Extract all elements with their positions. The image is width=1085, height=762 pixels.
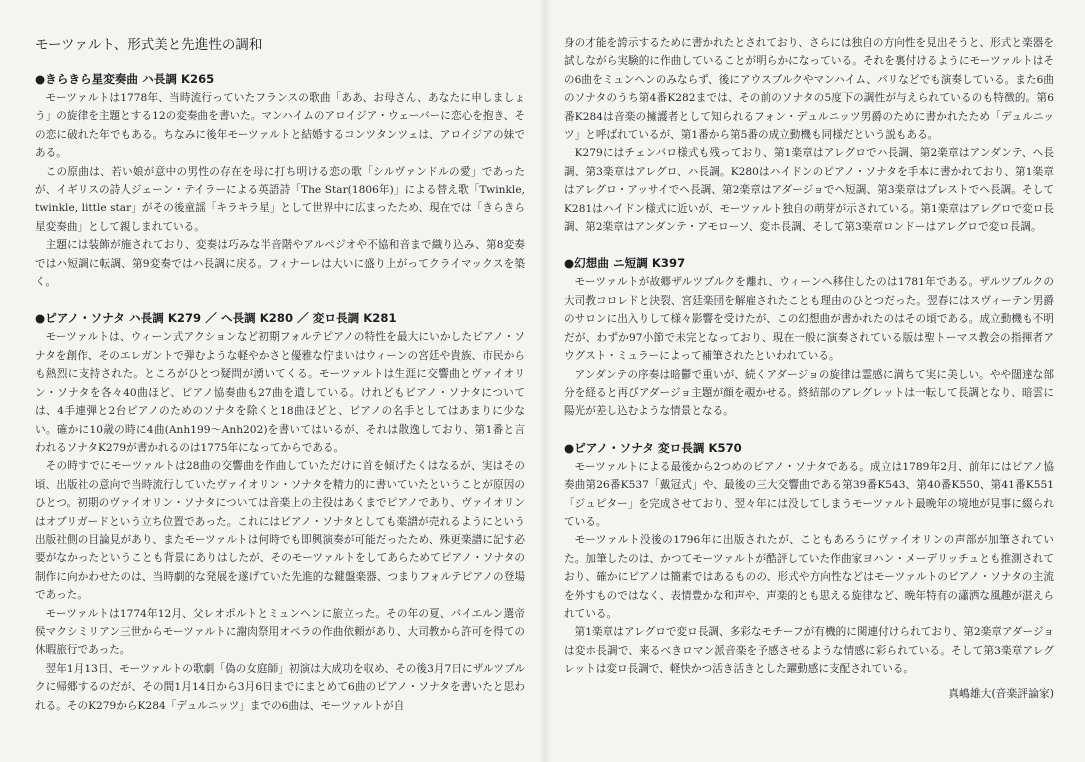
paragraph: 翌年1月13日、モーツァルトの歌劇「偽の女庭師」初演は大成功を収め、その後3月7日にザルツブルクに帰郷するのだが、その間1月14日から3月6日までにまとめて6曲のピアノ・ソナタを書いたと思われる。そのK279からK284「デュルニッツ」までの6曲は、モーツァルトが自 <box>35 662 525 712</box>
paragraph: 主題には装飾が施されており、変奏は巧みな半音階やアルペジオや不協和音まで織り込み、第8変奏ではハ短調に転調、第9変奏ではハ長調に戻る。フィナーレは大いに盛り上がってクライマックスを築く。 <box>35 239 525 289</box>
section-heading-k570: ●ピアノ・ソナタ 変ロ長調 K570 <box>564 440 742 455</box>
section-heading-k279-k280-k281: ●ピアノ・ソナタ ハ長調 K279 ／ ヘ長調 K280 ／ 変ロ長調 K281 <box>35 311 397 326</box>
page-gutter <box>538 0 552 762</box>
paragraph: K279にはチェンバロ様式も残っており、第1楽章はアレグロでハ長調、第2楽章はアンダンテ、ヘ長調、第3楽章はアレグロ、ハ長調。K280はハイドンのピアノ・ソナタを手本に書かれており、第1楽章はアレグロ・アッサイでヘ長調、第2楽章はアダージョでヘ短調、第3楽章はプレストでヘ長調。そしてK281はハイドン様式に近いが、モーツァルト独自の萌芽が示されている。第1楽章はアレグロで変ロ長調、第2楽章はアンダンテ・アモローソ、変ホ長調、そして第3楽章ロンドーはアレグロで変ロ長調。 <box>564 147 1054 234</box>
section-heading-k397: ●幻想曲 ニ短調 K397 <box>564 256 686 271</box>
paragraph-continued: 身の才能を誇示するために書かれたとされており、さらには独自の方向性を見出そうと、形式と楽器を試しながら実験的に作曲していることが明らかになっている。それを裏付けるようにモーツァルトはその6曲をミュンヘンのみならず、後にアウスブルクやマンハイム、パリなどでも演奏している。また6曲のソナタのうち第4番K282までは、その前のソナタの5度下の調性が与えられているのも特徴的。第6番K284は音楽の擁護者として知られるフォン・デュルニッツ男爵のために書かれたため「デュルニッツ」と呼ばれているが、第1番から第5番の成立動機も同様だという説もある。 <box>564 37 1054 142</box>
section-gap <box>564 236 1054 253</box>
section-gap <box>35 291 525 308</box>
paragraph: この原曲は、若い娘が意中の男性の存在を母に打ち明ける恋の歌「シルヴァンドルの愛」であったが、イギリスの詩人ジェーン・テイラーによる英語詩「The Star(1806年)」による替え歌「Twinkle, twinkle, little star」がその後童謡「キラキラ星」として世界中に広まったため、現在では「きらきら星変奏曲」として親しまれている。 <box>35 165 525 233</box>
paragraph: モーツァルトは1774年12月、父レオポルトとミュンヘンに旅立った。その年の夏、バイエルン選帝侯マクシミリアン三世からモーツァルトに謝肉祭用オペラの作曲依頼があり、大司教から許可を得ての休暇旅行であった。 <box>35 607 525 657</box>
paragraph: モーツァルトが故郷ザルツブルクを離れ、ウィーンへ移住したのは1781年である。ザルツブルクの大司教コロレドと決裂、宮廷楽団を解雇されたことも理由のひとつだった。翌春にはスヴィーテン男爵のサロンに出入りして様々影響を受けたが、この幻想曲が書かれたのはその頃である。成立動機も不明だが、わずか97小節で未完となっており、現在一般に演奏されている版は聖トーマス教会の指揮者アウグスト・ミュラーによって補筆されたといわれている。 <box>564 276 1054 363</box>
page-title: モーツァルト、形式美と先進性の調和 <box>35 37 263 53</box>
author-signature: 真嶋雄大(音楽評論家) <box>948 686 1054 700</box>
section-heading-k265: ●きらきら星変奏曲 ハ長調 K265 <box>35 72 215 86</box>
paragraph: モーツァルトによる最後から2つめのピアノ・ソナタである。成立は1789年2月、前年にはピアノ協奏曲第26番K537「戴冠式」や、最後の三大交響曲である第39番K543、第40番K550、第41番K551「ジュピター」を完成させており、翌々年には没してしまうモーツァルト最晩年の境地が見事に綴られている。 <box>564 460 1054 528</box>
left-column <box>35 34 525 715</box>
right-column <box>564 34 1054 704</box>
section-gap <box>564 421 1054 438</box>
paragraph: モーツァルトは1778年、当時流行っていたフランスの歌曲「ああ、お母さん、あなたに申しましょう」の旋律を主題とする12の変奏曲を書いた。マンハイムのアロイジア・ウェーバーに恋心を抱き、その恋に破れた年でもある。ちなみに後年モーツァルトと結婚するコンツタンツェは、アロイジアの妹である。 <box>35 92 525 160</box>
paragraph: モーツァルト没後の1796年に出版されたが、こともあろうにヴァイオリンの声部が加筆されていた。加筆したのは、かつてモーツァルトが酷評していた作曲家ヨハン・メーデリッチュとも推測されており、確かにピアノは簡素ではあるものの、形式や方向性などはモーツァルトのピアノ・ソナタの主流を外すものではなく、表情豊かな和声や、声楽的とも思える旋律など、晩年特有の瀟洒な風趣が湛えられている。 <box>564 534 1054 620</box>
paragraph: モーツァルトは、ウィーン式アクションなど初期フォルテピアノの特性を最大にいかしたピアノ・ソナタを創作、そのエレガントで弾むような軽やかさと優雅な佇まいはウィーンの宮廷や貴族、市民からも熱烈に支持された。ところがひとつ疑問が湧いてくる。モーツァルトは生涯に交響曲とヴァイオリン・ソナタを各々40曲ほど、ピアノ協奏曲も27曲を遺している。けれどもピアノ・ソナタについては、4手連弾と2台ピアノのためのソナタを除くと18曲ほどと、ピアノの名手としてはあまりに少ない。確かに10歳の時に4曲(Anh199〜Anh202)を書いてはいるが、それは散逸しており、第1番と言われるソナタK279が書かれるのは1775年になってからである。 <box>35 331 525 454</box>
paragraph: その時すでにモーツァルトは28曲の交響曲を作曲していただけに首を傾げたくはなるが、実はその頃、出版社の意向で当時流行していたヴァイオリン・ソナタを精力的に書いていたということが原因のひとつ。初期のヴァイオリン・ソナタについては音楽上の主役はあくまでピアノであり、ヴァイオリンはオブリガードという立ち位置であった。これにはピアノ・ソナタとしても楽譜が売れるようにという出版社側の目論見があり、またモーツァルトは何時でも即興演奏が可能だったため、殊更楽譜に記す必要がなかったということも背景にありはしたが、そのモーツァルトをしてあらためてピアノ・ソナタの制作に向かわせたのは、当時劇的な発展を遂げていた先進的な鍵盤楽器、つまりフォルテピアノの登場であった。 <box>35 460 525 602</box>
paragraph: アンダンテの序奏は暗鬱で重いが、続くアダージョの旋律は霊感に満ちて実に美しい。やや闊達な部分を経ると再びアダージョ主題が顔を覗かせる。終結部のアレグレットは一転して長調となり、暗雲に陽光が差し込むような情景となる。 <box>564 368 1054 418</box>
paragraph: 第1楽章はアレグロで変ロ長調、多彩なモチーフが有機的に関連付けられており、第2楽章アダージョは変ホ長調で、来るべきロマン派音楽を予感させるような情感に彩られている。そして第3楽章アレグレットは変ロ長調で、軽快かつ活き活きとした躍動感に支配されている。 <box>564 626 1054 676</box>
